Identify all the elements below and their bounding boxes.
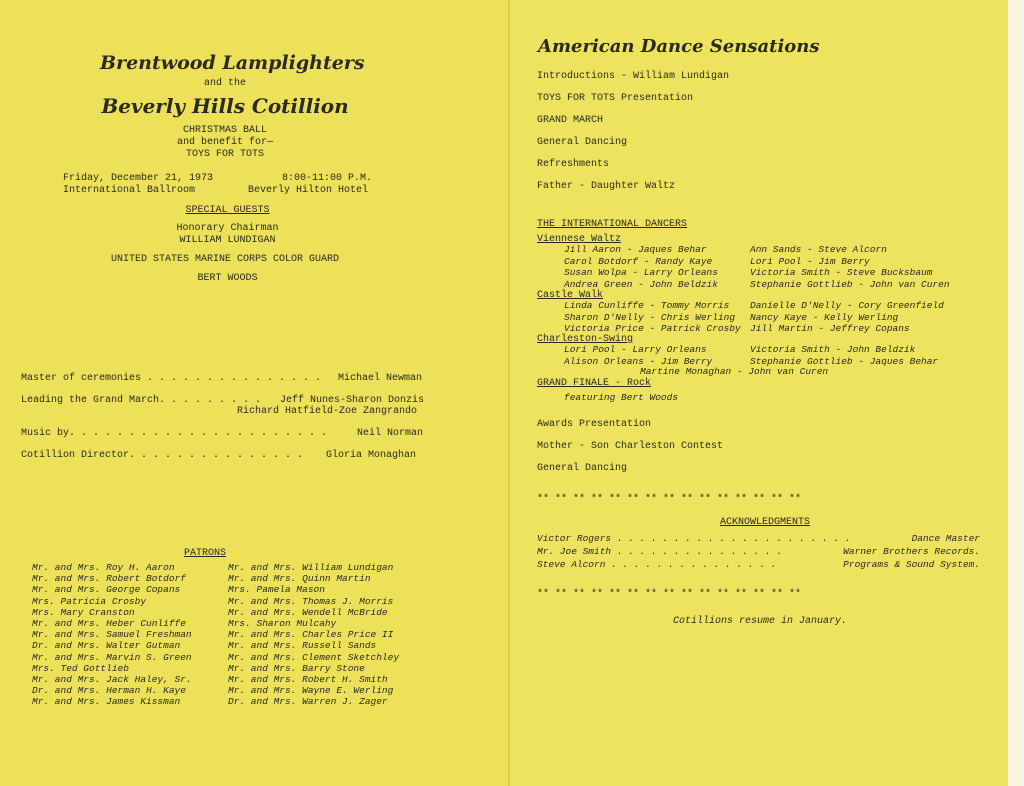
color-guard: UNITED STATES MARINE CORPS COLOR GUARD xyxy=(110,254,340,265)
dancer-pair: Nancy Kaye - Kelly Werling xyxy=(750,311,899,323)
ack-role: Dance Master xyxy=(911,533,980,544)
program-item: Introductions - William Lundigan xyxy=(537,71,730,82)
stars-divider-2: ** ** ** ** ** ** ** ** ** ** ** ** ** ** ** xyxy=(537,589,802,600)
dancer-pair: Carol Botdorf - Randy Kaye xyxy=(564,255,713,267)
venue-room: International Ballroom xyxy=(63,185,196,196)
patron-entry: Mrs. Pamela Mason xyxy=(228,584,325,596)
patron-entry: Mr. and Mrs. Marvin S. Green xyxy=(32,651,192,663)
credit-label-march: Leading the Grand March. . . . . . . . . xyxy=(21,395,262,406)
patron-entry: Dr. and Mrs. Herman H. Kaye xyxy=(32,685,186,697)
patron-entry: Mr. and Mrs. Heber Cunliffe xyxy=(32,618,186,630)
event-line-3: TOYS FOR TOTS xyxy=(185,149,264,160)
patron-entry: Mrs. Ted Gottlieb xyxy=(32,662,129,674)
credit-value-mc: Michael Newman xyxy=(338,373,423,384)
ack-name: Victor Rogers . . . . . . . . . . . . . . . . . . . . . xyxy=(537,533,851,544)
ack-role: Programs & Sound System. xyxy=(843,559,980,570)
patron-entry: Mr. and Mrs. Thomas J. Morris xyxy=(228,595,394,607)
charleston-last-pair: Martine Monaghan - John van Curen xyxy=(640,366,829,377)
credit-value-music: Neil Norman xyxy=(357,428,424,439)
patron-entry: Mr. and Mrs. Clement Sketchley xyxy=(228,651,400,663)
ack-name: Mr. Joe Smith . . . . . . . . . . . . . . . xyxy=(537,546,783,557)
ack-name: Steve Alcorn . . . . . . . . . . . . . . . xyxy=(537,559,777,570)
dancer-pair: Victoria Smith - John Beldzik xyxy=(750,344,916,355)
ack-role: Warner Brothers Records. xyxy=(843,546,980,557)
dance-title: American Dance Sensations xyxy=(538,36,820,57)
patron-entry: Mr. and Mrs. George Copans xyxy=(32,584,181,596)
dancer-pair: Ann Sands - Steve Alcorn xyxy=(750,244,887,255)
patron-entry: Mr. and Mrs. Roy H. Aaron xyxy=(32,562,175,573)
dancer-pair: Alison Orleans - Jim Berry xyxy=(564,355,713,367)
patron-entry: Mr. and Mrs. William Lundigan xyxy=(228,562,394,573)
paper-edge xyxy=(1008,0,1024,786)
dancer-pair: Jill Martin - Jeffrey Copans xyxy=(750,323,910,334)
patrons-column-1 xyxy=(32,562,192,708)
dancer-pair: Victoria Price - Patrick Crosby xyxy=(564,323,741,334)
patron-entry: Mr. and Mrs. Quinn Martin xyxy=(228,573,371,585)
credit-value-director: Gloria Monaghan xyxy=(326,450,417,461)
patron-entry: Mr. and Mrs. Barry Stone xyxy=(228,662,365,674)
patron-entry: Mr. and Mrs. Robert Botdorf xyxy=(32,573,186,585)
honorary-name: WILLIAM LUNDIGAN xyxy=(179,235,276,246)
patron-entry: Mr. and Mrs. Russell Sands xyxy=(228,640,377,652)
event-line-2: and benefit for— xyxy=(176,137,273,148)
credit-label-music: Music by. . . . . . . . . . . . . . . . . . . . . . xyxy=(21,428,328,439)
finale-heading: GRAND FINALE - Rock xyxy=(537,378,652,389)
resume-note: Cotillions resume in January. xyxy=(672,616,848,627)
dancers-heading: THE INTERNATIONAL DANCERS xyxy=(537,219,688,230)
dancer-pair: Danielle D'Nelly - Cory Greenfield xyxy=(750,300,944,311)
patron-entry: Mr. and Mrs. Wendell McBride xyxy=(228,606,388,618)
patron-entry: Dr. and Mrs. Warren J. Zager xyxy=(228,696,388,708)
program-item: General Dancing xyxy=(537,137,628,148)
patron-entry: Mr. and Mrs. Jack Haley, Sr. xyxy=(32,674,192,686)
program-item: Refreshments xyxy=(537,159,610,170)
charleston-heading: Charleston-Swing xyxy=(537,334,634,345)
dancer-pair: Andrea Green - John Beldzik xyxy=(564,278,718,290)
program-item: Awards Presentation xyxy=(537,419,652,430)
credit-label-mc: Master of ceremonies . . . . . . . . . . . . . . . xyxy=(21,373,322,384)
honorary-chairman: Honorary Chairman xyxy=(176,223,279,234)
credit-value-march-2: Richard Hatfield-Zoe Zangrando xyxy=(237,406,418,417)
patron-entry: Mrs. Patricia Crosby xyxy=(32,595,147,607)
patron-entry: Dr. and Mrs. Walter Gutman xyxy=(32,640,181,652)
acknowledgments-heading: ACKNOWLEDGMENTS xyxy=(719,517,810,528)
dancer-pair: Victoria Smith - Steve Bucksbaum xyxy=(750,267,933,278)
left-page xyxy=(0,0,510,786)
venue-hotel: Beverly Hilton Hotel xyxy=(248,185,369,196)
event-line-1: CHRISTMAS BALL xyxy=(182,125,267,136)
program-item: TOYS FOR TOTS Presentation xyxy=(537,93,694,104)
program-item: Father - Daughter Waltz xyxy=(537,181,676,192)
event-date: Friday, December 21, 1973 xyxy=(63,173,214,184)
program-item: General Dancing xyxy=(537,463,628,474)
stars-divider-1: ** ** ** ** ** ** ** ** ** ** ** ** ** ** ** xyxy=(537,494,802,505)
credit-value-march: Jeff Nunes-Sharon Donzis xyxy=(280,395,425,406)
patron-entry: Mr. and Mrs. Charles Price II xyxy=(228,629,394,641)
credit-label-director: Cotillion Director. . . . . . . . . . . . . . . xyxy=(21,450,304,461)
dancer-pair: Stephanie Gottlieb - John van Curen xyxy=(750,278,950,290)
org-title-1: Brentwood Lamplighters xyxy=(100,52,365,74)
patron-entry: Mr. and Mrs. James Kissman xyxy=(32,696,181,708)
dancer-pair: Jill Aaron - Jaques Behar xyxy=(564,244,707,255)
org-title-2: Beverly Hills Cotillion xyxy=(101,94,349,118)
and-the: and the xyxy=(203,78,246,89)
bert-woods: BERT WOODS xyxy=(197,273,258,284)
patron-entry: Mr. and Mrs. Wayne E. Werling xyxy=(228,685,394,697)
castle-heading: Castle Walk xyxy=(537,290,604,301)
dancer-pair: Susan Wolpa - Larry Orleans xyxy=(564,267,718,278)
patrons-heading: PATRONS xyxy=(183,548,226,559)
special-guests-heading: SPECIAL GUESTS xyxy=(185,205,270,216)
dancer-pair: Linda Cunliffe - Tommy Morris xyxy=(564,300,730,311)
program-item: GRAND MARCH xyxy=(537,115,604,126)
patron-entry: Mr. and Mrs. Samuel Freshman xyxy=(32,629,192,641)
patron-entry: Mr. and Mrs. Robert H. Smith xyxy=(228,674,388,686)
dancer-pair: Stephanie Gottlieb - Jaques Behar xyxy=(750,355,939,367)
dancer-pair: Sharon D'Nelly - Chris Werling xyxy=(564,311,736,323)
event-time: 8:00-11:00 P.M. xyxy=(282,173,373,184)
dancer-pair: Lori Pool - Jim Berry xyxy=(750,255,870,267)
viennese-heading: Viennese Waltz xyxy=(537,234,622,245)
program-item: Mother - Son Charleston Contest xyxy=(537,441,724,452)
patron-entry: Mrs. Mary Cranston xyxy=(32,606,135,618)
dancer-pair: Lori Pool - Larry Orleans xyxy=(564,344,707,355)
patrons-column-2 xyxy=(228,562,399,708)
patron-entry: Mrs. Sharon Mulcahy xyxy=(228,618,337,630)
right-page xyxy=(510,0,1010,786)
featuring: featuring Bert Woods xyxy=(564,392,679,403)
